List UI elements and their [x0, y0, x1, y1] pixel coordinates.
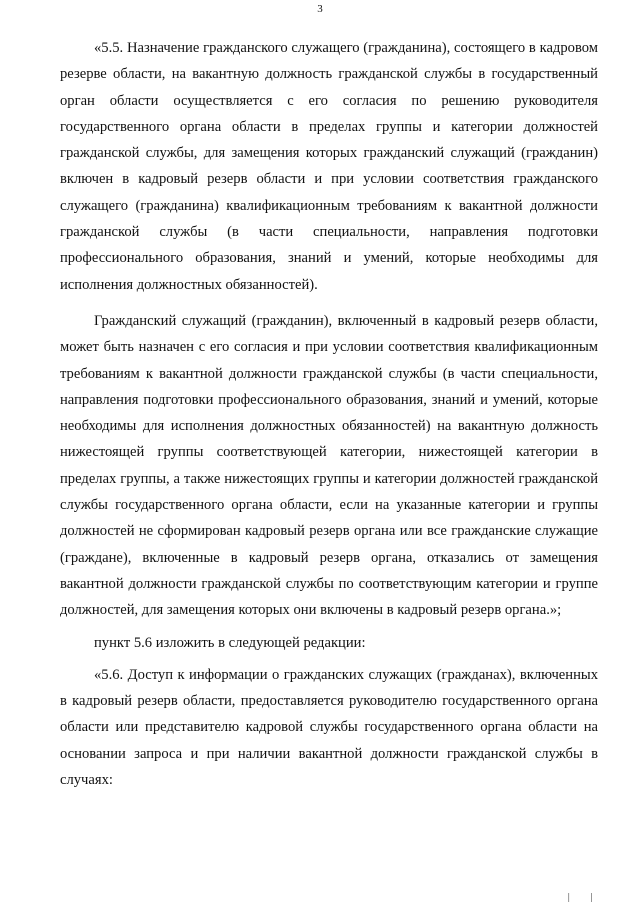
footer-scan-marks: | |	[566, 893, 601, 903]
paragraph-5-6: «5.6. Доступ к информации о гражданских служащих (гражданах), включенных в кадровый резерв области, предоставляется руководителю государственного органа области или представителю кадровой службы государственного органа области на основании запроса и при наличии вакантной должности гражданской службы в случаях:	[60, 666, 598, 789]
paragraph-5-5: «5.5. Назначение гражданского служащего (гражданина), состоящего в кадровом резерве области, на вакантную должность гражданской службы в государственный орган области осуществляется с его согласия по решению руководителя государственного органа области в пределах группы и категории должностей гражданской службы, для замещения которых гражданский служащий (гражданин) включен в кадровый резерв области и при условии соответствия гражданского служащего (гражданина) квалификационным требованиям к вакантной должности гражданской службы (в части специальности, направления подготовки профессионального образования, знаний и умений, которые необходимы для исполнения должностных обязанностей).	[60, 40, 598, 293]
page-number: 3	[317, 3, 323, 15]
paragraph-amendment-instruction: пункт 5.6 изложить в следующей редакции:	[94, 634, 366, 651]
paragraph-civil-servant-appointment: Гражданский служащий (гражданин), включенный в кадровый резерв области, может быть назначен с его согласия и при условии соответствия квалификационным требованиям к вакантной должности гражданской службы (в части специальности, направления подготовки профессионального образования, знаний и умений, которые необходимы для исполнения должностных обязанностей) на вакантную должность нижестоящей группы соответствующей категории, нижестоящей категории в пределах группы, а также нижестоящих группы и категории должностей гражданской службы государственного органа области, если на указанные категории и группы должностей не сформирован кадровый резерв органа или все гражданские служащие (граждане), включенные в кадровый резерв органа, отказались от замещения вакантной должности гражданской службы по соответствующим категории и группе должностей, для замещения которых они включены в кадровый резерв органа.»;	[60, 312, 598, 619]
document-body	[60, 35, 598, 793]
